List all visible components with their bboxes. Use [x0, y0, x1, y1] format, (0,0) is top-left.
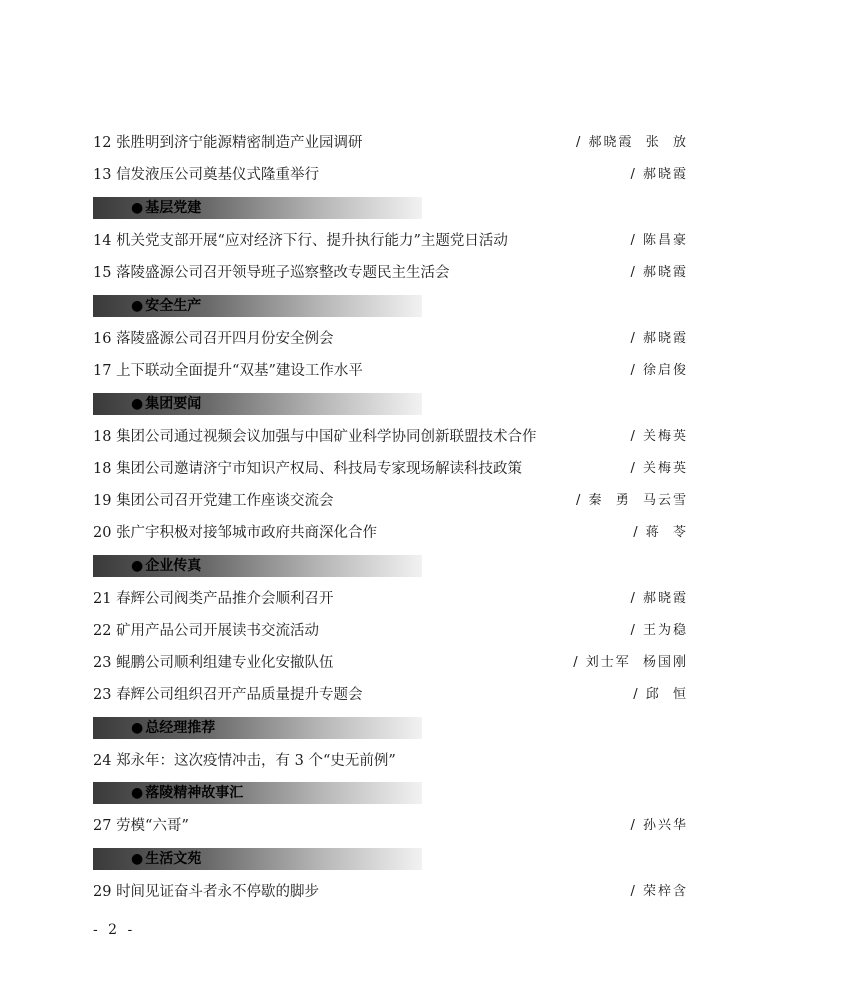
section-label: 落陵精神故事汇: [145, 785, 244, 801]
entry-author: / 陈昌豪: [630, 233, 688, 248]
entry-author: / 郝晓霞: [630, 265, 688, 280]
entry-page-number: 14: [93, 233, 112, 249]
entry-title: 张胜明到济宁能源精密制造产业园调研: [116, 135, 363, 151]
entry-title: 劳模“六哥”: [116, 818, 189, 834]
entry-page-number: 16: [93, 331, 112, 347]
entry-author: / 关梅英: [630, 461, 688, 476]
entry-author: / 郝晓霞: [630, 167, 688, 182]
bullet-icon: ●: [131, 200, 144, 216]
section-header: [93, 295, 422, 317]
entry-author: / 刘士军 杨国刚: [573, 655, 688, 670]
entry-page-number: 18: [93, 461, 112, 477]
entry-title: 矿用产品公司开展读书交流活动: [116, 623, 320, 639]
entry-author: / 郝晓霞: [630, 591, 688, 606]
entry-page-number: 23: [93, 687, 112, 703]
entry-page-number: 19: [93, 493, 112, 509]
entry-author: / 蒋 苓: [633, 525, 688, 540]
entry-page-number: 27: [93, 818, 112, 834]
toc-entry[interactable]: [93, 618, 688, 644]
entry-title: 鲲鹏公司顺利组建专业化安撤队伍: [116, 655, 334, 671]
section-header: [93, 782, 422, 804]
entry-page-number: 13: [93, 167, 112, 183]
toc-entry[interactable]: [93, 358, 688, 384]
entry-author: / 王为稳: [630, 623, 688, 638]
toc-entry[interactable]: [93, 748, 688, 774]
entry-title: 集团公司邀请济宁市知识产权局、科技局专家现场解读科技政策: [116, 461, 523, 477]
entry-page-number: 22: [93, 623, 112, 639]
entry-title: 张广宇积极对接邹城市政府共商深化合作: [116, 525, 378, 541]
section-header: [93, 197, 422, 219]
entry-title: 信发液压公司奠基仪式隆重举行: [116, 167, 320, 183]
toc-entry[interactable]: [93, 813, 688, 839]
toc-entry[interactable]: [93, 879, 688, 905]
entry-title: 落陵盛源公司召开四月份安全例会: [116, 331, 334, 347]
bullet-icon: ●: [131, 558, 144, 574]
entry-author: / 邱 恒: [633, 687, 688, 702]
entry-author: / 郝晓霞 张 放: [575, 135, 688, 150]
toc-entry[interactable]: [93, 456, 688, 482]
entry-title: 春辉公司阀类产品推介会顺利召开: [116, 591, 334, 607]
toc-entry[interactable]: [93, 520, 688, 546]
entry-page-number: 17: [93, 363, 112, 379]
entry-title: 郑永年：这次疫情冲击，有 3 个“史无前例”: [116, 753, 396, 769]
entry-author: / 徐启俊: [630, 363, 688, 378]
entry-title: 落陵盛源公司召开领导班子巡察整改专题民主生活会: [116, 265, 450, 281]
toc-entry[interactable]: [93, 488, 688, 514]
entry-title: 机关党支部开展“应对经济下行、提升执行能力”主题党日活动: [116, 233, 508, 249]
toc-entry[interactable]: [93, 326, 688, 352]
toc-entry[interactable]: [93, 682, 688, 708]
section-label: 生活文苑: [145, 851, 202, 867]
entry-page-number: 24: [93, 753, 112, 769]
entry-page-number: 29: [93, 884, 112, 900]
entry-author: / 关梅英: [630, 429, 688, 444]
entry-title: 集团公司召开党建工作座谈交流会: [116, 493, 334, 509]
entry-author: / 郝晓霞: [630, 331, 688, 346]
section-label: 总经理推荐: [145, 720, 216, 736]
toc-entry[interactable]: [93, 162, 688, 188]
entry-page-number: 15: [93, 265, 112, 281]
bullet-icon: ●: [131, 785, 144, 801]
toc-entry[interactable]: [93, 650, 688, 676]
entry-title: 春辉公司组织召开产品质量提升专题会: [116, 687, 363, 703]
bullet-icon: ●: [131, 851, 144, 867]
section-header: [93, 848, 422, 870]
entry-page-number: 20: [93, 525, 112, 541]
section-header: [93, 555, 422, 577]
section-header: [93, 717, 422, 739]
section-label: 集团要闻: [145, 396, 202, 412]
toc-entry[interactable]: [93, 228, 688, 254]
bullet-icon: ●: [131, 396, 144, 412]
bullet-icon: ●: [131, 720, 144, 736]
entry-author: / 孙兴华: [630, 818, 688, 833]
entry-page-number: 12: [93, 135, 112, 151]
toc-entry[interactable]: [93, 424, 688, 450]
page-number: - 2 -: [93, 922, 136, 938]
entry-title: 时间见证奋斗者永不停歇的脚步: [116, 884, 320, 900]
section-header: [93, 393, 422, 415]
entry-author: / 荣梓含: [630, 884, 688, 899]
section-label: 安全生产: [145, 298, 202, 314]
toc-entry[interactable]: [93, 130, 688, 156]
bullet-icon: ●: [131, 298, 144, 314]
entry-page-number: 21: [93, 591, 112, 607]
entry-author: / 秦 勇 马云雪: [575, 493, 688, 508]
section-label: 基层党建: [145, 200, 202, 216]
toc-entry[interactable]: [93, 586, 688, 612]
section-label: 企业传真: [145, 558, 202, 574]
toc-entry[interactable]: [93, 260, 688, 286]
entry-title: 上下联动全面提升“双基”建设工作水平: [116, 363, 363, 379]
entry-title: 集团公司通过视频会议加强与中国矿业科学协同创新联盟技术合作: [116, 429, 537, 445]
entry-page-number: 18: [93, 429, 112, 445]
entry-page-number: 23: [93, 655, 112, 671]
